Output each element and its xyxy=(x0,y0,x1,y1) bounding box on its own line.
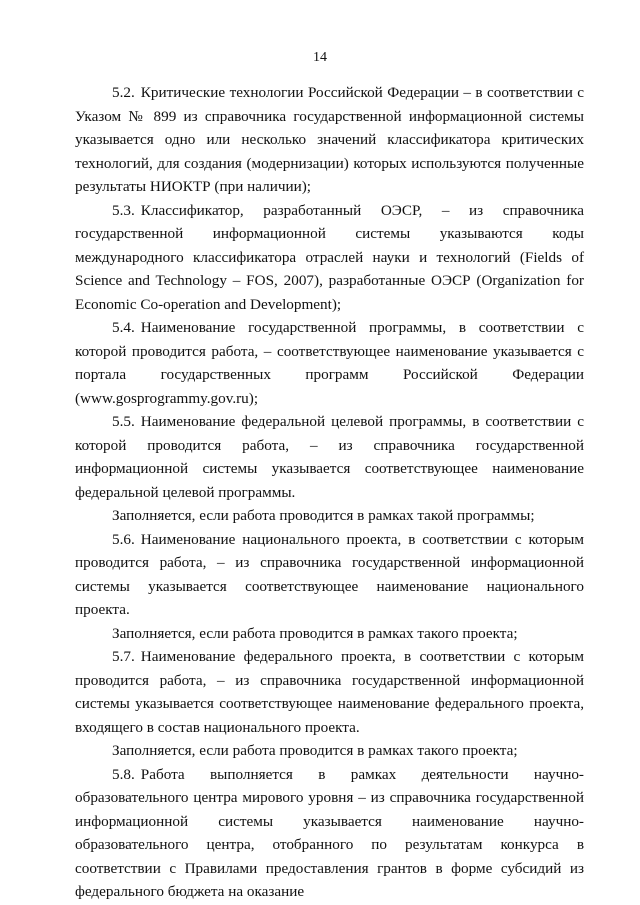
paragraph-text: Заполняется, если работа проводится в рамках такого проекта; xyxy=(112,624,518,642)
paragraph-number: 5.5. xyxy=(112,413,135,430)
paragraph-text: Наименование государственной программы, в соответствии с которой проводится работа, – соответствующее наименование указывается с портала государственных программ Российской Федерации (www.gosprogrammy.gov.ru); xyxy=(75,319,584,407)
paragraph-number: 5.4. xyxy=(112,319,135,336)
paragraph-number: 5.8. xyxy=(112,765,135,783)
paragraph-fill-note-national-project xyxy=(75,622,584,646)
paragraph-text: Критические технологии Российской Федерации – в соответствии с Указом № 899 из справочника государственной информационной системы указывается одно или несколько значений классификатора критических технологий, для создания (модернизации) которых используются полученные результаты НИОКТР (при наличии); xyxy=(75,84,584,195)
paragraph-5-7 xyxy=(75,645,584,739)
document-body xyxy=(75,81,584,904)
paragraph-5-2 xyxy=(75,81,584,199)
paragraph-number: 5.6. xyxy=(112,530,135,548)
paragraph-text: Наименование федерального проекта, в соответствии с которым проводится работа, – из справочника государственной информационной системы указывается соответствующее наименование федерального проекта, входящего в состав национального проекта. xyxy=(75,648,584,736)
paragraph-text: Наименование национального проекта, в соответствии с которым проводится работа, – из справочника государственной информационной системы указывается соответствующее наименование национального проекта. xyxy=(75,530,584,618)
paragraph-5-5 xyxy=(75,410,584,504)
paragraph-text: Наименование федеральной целевой программы, в соответствии с которой проводится работа, – из справочника государственной информационной системы указывается соответствующее наименование федеральной целевой программы. xyxy=(75,413,584,501)
paragraph-5-4 xyxy=(75,316,584,410)
paragraph-5-8 xyxy=(75,763,584,904)
paragraph-5-3 xyxy=(75,199,584,317)
paragraph-number: 5.2. xyxy=(112,84,135,101)
paragraph-number: 5.3. xyxy=(112,201,135,219)
paragraph-text: Работа выполняется в рамках деятельности научно-образовательного центра мирового уровня – из справочника государственной информационной системы указывается наименование научно-образовательного центра, отобранного по результатам конкурса в соответствии с Правилами предоставления грантов в форме субсидий из федерального бюджета на оказание xyxy=(75,765,584,900)
page-number: 14 xyxy=(313,50,327,65)
paragraph-number: 5.7. xyxy=(112,648,135,665)
paragraph-text: Классификатор, разработанный ОЭСР, – из справочника государственной информационной системы указываются коды международного классификатора отраслей науки и технологий (Fields of Science and Technology – FOS, 2007), разработанные ОЭСР (Organization for Economic Co-operation and Development); xyxy=(75,201,584,313)
paragraph-fill-note-federal-project xyxy=(75,739,584,763)
paragraph-fill-note-program xyxy=(75,504,584,528)
paragraph-5-6 xyxy=(75,528,584,622)
paragraph-text: Заполняется, если работа проводится в рамках такой программы; xyxy=(112,507,535,524)
paragraph-text: Заполняется, если работа проводится в рамках такого проекта; xyxy=(112,742,518,759)
